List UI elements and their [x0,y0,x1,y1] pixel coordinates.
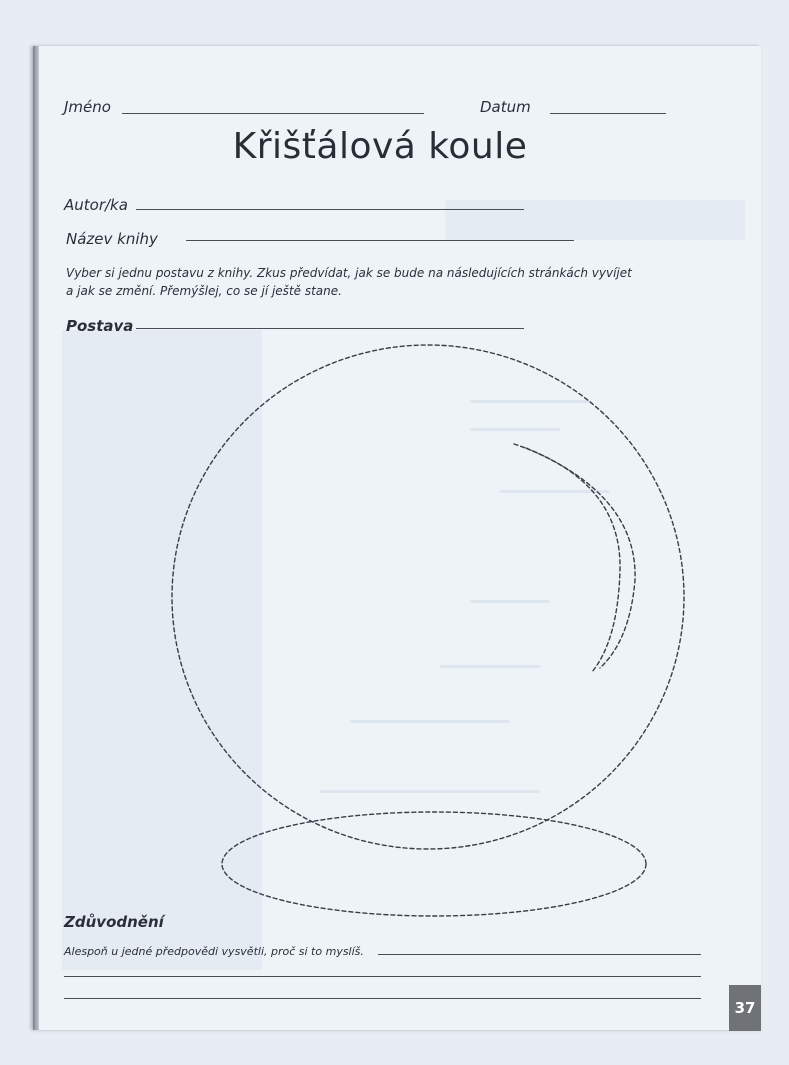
justification-prompt: Alespoň u jedné předpovědi vysvětli, proč si to myslíš. [64,945,364,958]
book-title-label: Název knihy [66,230,158,248]
name-label: Jméno [64,98,111,116]
page-title: Křišťálová koule [232,126,528,167]
character-label: Postava [66,317,134,335]
answer-line[interactable] [64,998,701,999]
instruction-line: a jak se změní. Přemýšlej, co se jí ještě stane. [66,284,342,298]
crystal-ball-outline [172,345,684,849]
date-label: Datum [480,98,531,116]
crystal-ball-shine [526,448,635,668]
page-number: 37 [729,985,761,1031]
justification-heading: Zdůvodnění [64,913,164,931]
author-label: Autor/ka [64,196,128,214]
crystal-ball-shine [514,444,620,672]
crystal-ball-stand [222,812,646,916]
answer-line[interactable] [64,976,701,977]
answer-line[interactable] [378,954,701,955]
instruction-line: Vyber si jednu postavu z knihy. Zkus předvídat, jak se bude na následujících stránkách vyvíjet [66,266,632,280]
